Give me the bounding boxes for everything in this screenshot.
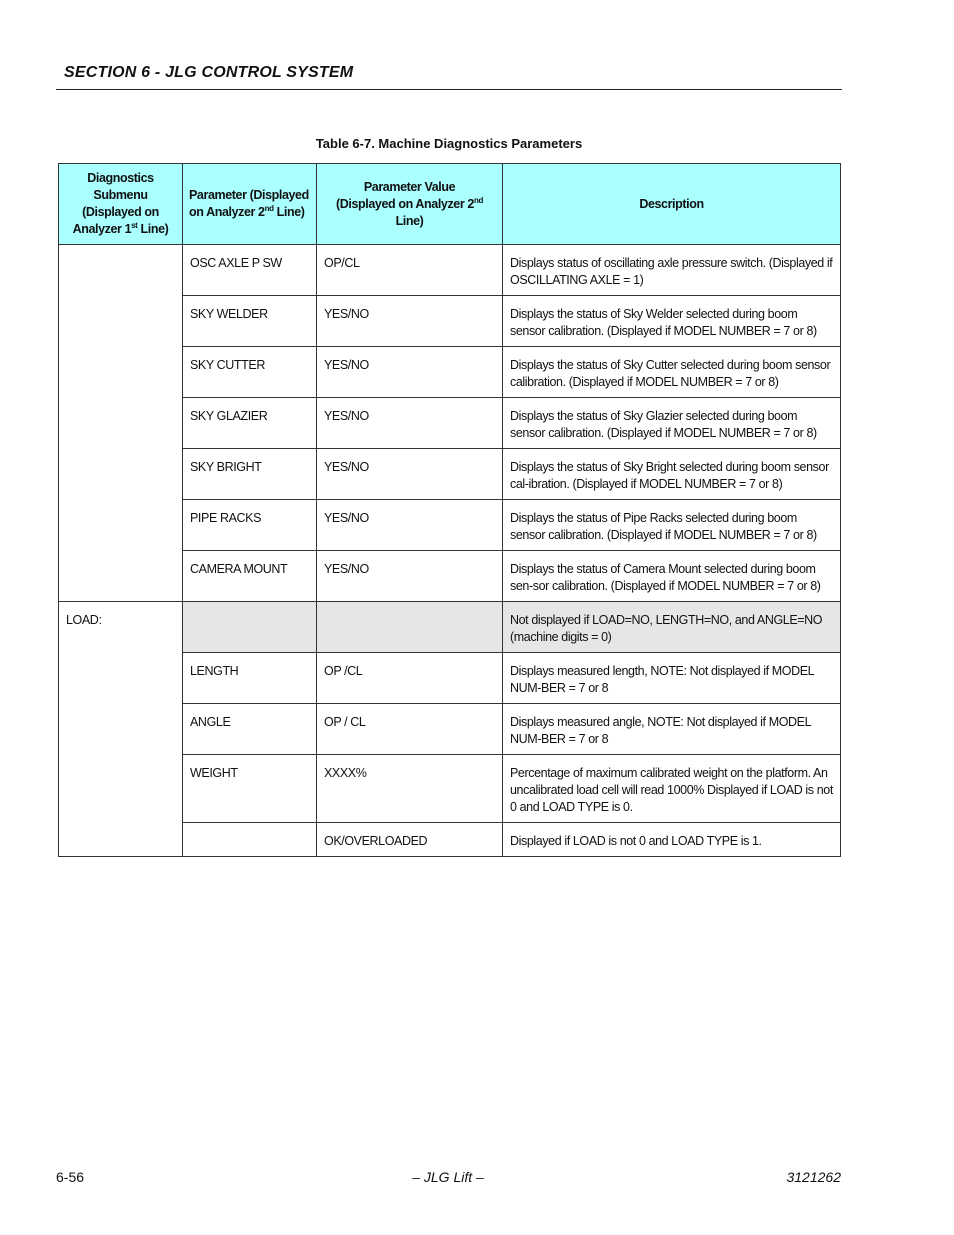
header-diagnostics-submenu: Diagnostics Submenu (Displayed on Analyzer 1st Line): [59, 164, 183, 245]
table-row: [59, 245, 841, 296]
submenu-cell: [59, 245, 183, 602]
document-number: 3121262: [786, 1169, 841, 1185]
header-parameter: Parameter (Displayed on Analyzer 2nd Line): [183, 164, 317, 245]
value-cell: [317, 602, 503, 653]
parameter-cell: ANGLE: [183, 704, 317, 755]
description-cell: Displays the status of Sky Welder selected during boom sensor calibration. (Displayed if MODEL NUMBER = 7 or 8): [503, 296, 841, 347]
footer-brand: – JLG Lift –: [412, 1169, 484, 1185]
value-cell: YES/NO: [317, 500, 503, 551]
value-cell: OP / CL: [317, 704, 503, 755]
value-cell: YES/NO: [317, 296, 503, 347]
table-row: [59, 602, 841, 653]
parameter-cell: CAMERA MOUNT: [183, 551, 317, 602]
description-cell: Displays the status of Sky Cutter selected during boom sensor calibration. (Displayed if MODEL NUMBER = 7 or 8): [503, 347, 841, 398]
description-cell: Displays status of oscillating axle pressure switch. (Displayed if OSCILLATING AXLE = 1): [503, 245, 841, 296]
parameter-cell: SKY CUTTER: [183, 347, 317, 398]
header-rule: [56, 89, 842, 90]
description-cell: Displays the status of Pipe Racks selected during boom sensor calibration. (Displayed if MODEL NUMBER = 7 or 8): [503, 500, 841, 551]
parameter-cell: SKY BRIGHT: [183, 449, 317, 500]
value-cell: YES/NO: [317, 347, 503, 398]
description-cell: Percentage of maximum calibrated weight on the platform. An uncalibrated load cell will read 1000% Displayed if LOAD is not 0 and LOAD TYPE is 0.: [503, 755, 841, 823]
value-cell: YES/NO: [317, 398, 503, 449]
header-parameter-value: Parameter Value (Displayed on Analyzer 2nd Line): [317, 164, 503, 245]
description-cell: Displays the status of Sky Bright selected during boom sensor cal-ibration. (Displayed if MODEL NUMBER = 7 or 8): [503, 449, 841, 500]
parameter-cell: [183, 602, 317, 653]
parameter-cell: WEIGHT: [183, 755, 317, 823]
parameter-cell: [183, 823, 317, 857]
parameter-cell: SKY GLAZIER: [183, 398, 317, 449]
description-cell: Displays the status of Camera Mount selected during boom sen-sor calibration. (Displayed if MODEL NUMBER = 7 or 8): [503, 551, 841, 602]
value-cell: YES/NO: [317, 449, 503, 500]
table-caption: Table 6-7. Machine Diagnostics Parameters: [315, 136, 583, 151]
table-header-row: [59, 164, 841, 245]
parameter-cell: LENGTH: [183, 653, 317, 704]
parameter-cell: SKY WELDER: [183, 296, 317, 347]
value-cell: XXXX%: [317, 755, 503, 823]
parameter-cell: PIPE RACKS: [183, 500, 317, 551]
submenu-cell-load: LOAD:: [59, 602, 183, 857]
description-cell: Not displayed if LOAD=NO, LENGTH=NO, and ANGLE=NO (machine digits = 0): [503, 602, 841, 653]
header-description: Description: [503, 164, 841, 245]
value-cell: YES/NO: [317, 551, 503, 602]
section-title: SECTION 6 - JLG CONTROL SYSTEM: [64, 64, 354, 81]
description-cell: Displays the status of Sky Glazier selected during boom sensor calibration. (Displayed if MODEL NUMBER = 7 or 8): [503, 398, 841, 449]
diagnostics-table: [58, 163, 841, 857]
value-cell: OK/OVERLOADED: [317, 823, 503, 857]
value-cell: OP /CL: [317, 653, 503, 704]
description-cell: Displays measured length, NOTE: Not displayed if MODEL NUM-BER = 7 or 8: [503, 653, 841, 704]
description-cell: Displays measured angle, NOTE: Not displayed if MODEL NUM-BER = 7 or 8: [503, 704, 841, 755]
description-cell: Displayed if LOAD is not 0 and LOAD TYPE is 1.: [503, 823, 841, 857]
page-number: 6-56: [56, 1169, 85, 1185]
value-cell: OP/CL: [317, 245, 503, 296]
parameter-cell: OSC AXLE P SW: [183, 245, 317, 296]
